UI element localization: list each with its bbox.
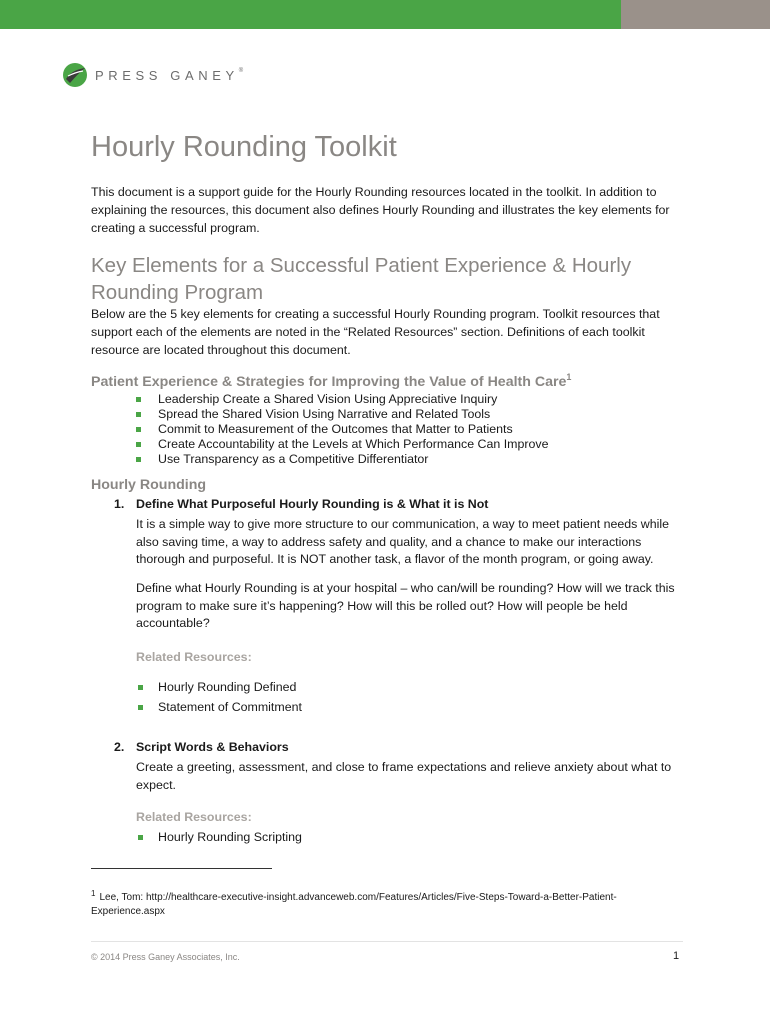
related-resources-label: Related Resources: bbox=[136, 810, 252, 824]
step-1-paragraph-2: Define what Hourly Rounding is at your hospital – who can/will be rounding? How will we track this program to make sure it’s happening? How will this be rolled out? How will people be held accountable? bbox=[136, 581, 675, 630]
patient-experience-heading: Patient Experience & Strategies for Improving the Value of Health Care$^1$ bbox=[91, 372, 572, 390]
step-1-title: 1. Define What Purposeful Hourly Rounding is & What it is Not bbox=[114, 497, 489, 511]
bullet-icon bbox=[136, 412, 141, 417]
footer-divider bbox=[91, 941, 683, 942]
copyright-text: © 2014 Press Ganey Associates, Inc. bbox=[91, 952, 240, 962]
patient-experience-list bbox=[133, 392, 549, 467]
step-1-resources bbox=[136, 677, 302, 717]
bullet-icon bbox=[136, 442, 141, 447]
bullet-icon bbox=[136, 457, 141, 462]
page-title: Hourly Rounding Toolkit bbox=[91, 131, 397, 163]
globe-leaf-icon bbox=[62, 62, 88, 88]
list-item: Hourly Rounding Scripting bbox=[136, 827, 302, 847]
top-color-bar bbox=[0, 0, 770, 29]
list-item: Spread the Shared Vision Using Narrative and Related Tools bbox=[133, 407, 549, 422]
bullet-icon bbox=[138, 835, 143, 840]
step-2-resources bbox=[136, 827, 302, 847]
key-elements-heading: Key Elements for a Successful Patient Experience & Hourly Rounding Program bbox=[91, 254, 632, 304]
top-bar-gray bbox=[621, 0, 770, 29]
list-item: Use Transparency as a Competitive Differentiator bbox=[133, 452, 549, 467]
brand-wordmark: PRESS GANEY® bbox=[95, 67, 244, 83]
bullet-icon bbox=[136, 397, 141, 402]
press-ganey-logo bbox=[62, 60, 243, 90]
list-item: Commit to Measurement of the Outcomes that Matter to Patients bbox=[133, 422, 549, 437]
list-item: Hourly Rounding Defined bbox=[136, 677, 302, 697]
hourly-rounding-heading: Hourly Rounding bbox=[91, 477, 207, 493]
list-item: Leadership Create a Shared Vision Using Appreciative Inquiry bbox=[133, 392, 549, 407]
footnote-divider bbox=[91, 868, 272, 869]
top-bar-green bbox=[0, 0, 621, 29]
step-1-paragraph-1: It is a simple way to give more structure to our communication, a way to meet patient needs while also saving time, a way to address safety and quality, and a chance to make our interactions thorough and purposeful. It is NOT another task, a flavor of the month program, or going away. bbox=[136, 517, 670, 566]
footnote: $^1$ Lee, Tom: http://healthcare-executive-insight.advanceweb.com/Features/Articles/Five-Steps-Toward-a-Better-Patient-Experience.aspx bbox=[91, 889, 617, 917]
list-item: Create Accountability at the Levels at Which Performance Can Improve bbox=[133, 437, 549, 452]
step-2-paragraph: Create a greeting, assessment, and close to frame expectations and relieve anxiety about what to expect. bbox=[136, 760, 672, 792]
bullet-icon bbox=[136, 427, 141, 432]
list-item: Statement of Commitment bbox=[136, 697, 302, 717]
related-resources-label: Related Resources: bbox=[136, 650, 252, 664]
bullet-icon bbox=[138, 685, 143, 690]
footnote-text[interactable]: Lee, Tom: http://healthcare-executive-insight.advanceweb.com/Features/Articles/Five-Steps-Toward-a-Better-Patient-Experience.aspx bbox=[91, 892, 617, 917]
bullet-icon bbox=[138, 705, 143, 710]
step-2-title: 2. Script Words & Behaviors bbox=[114, 740, 289, 754]
intro-paragraph: This document is a support guide for the Hourly Rounding resources located in the toolkit. In addition to explaining the resources, this document also defines Hourly Rounding and illustrates the key elements for creating a successful program. bbox=[91, 185, 670, 235]
footnote-ref[interactable]: 1 bbox=[566, 372, 572, 382]
page-number: 1 bbox=[673, 950, 680, 962]
key-elements-paragraph: Below are the 5 key elements for creating a successful Hourly Rounding program. Toolkit resources that support each of the elements are noted in the “Related Resources” section. Definitions of each toolkit resource are located throughout this document. bbox=[91, 307, 660, 357]
